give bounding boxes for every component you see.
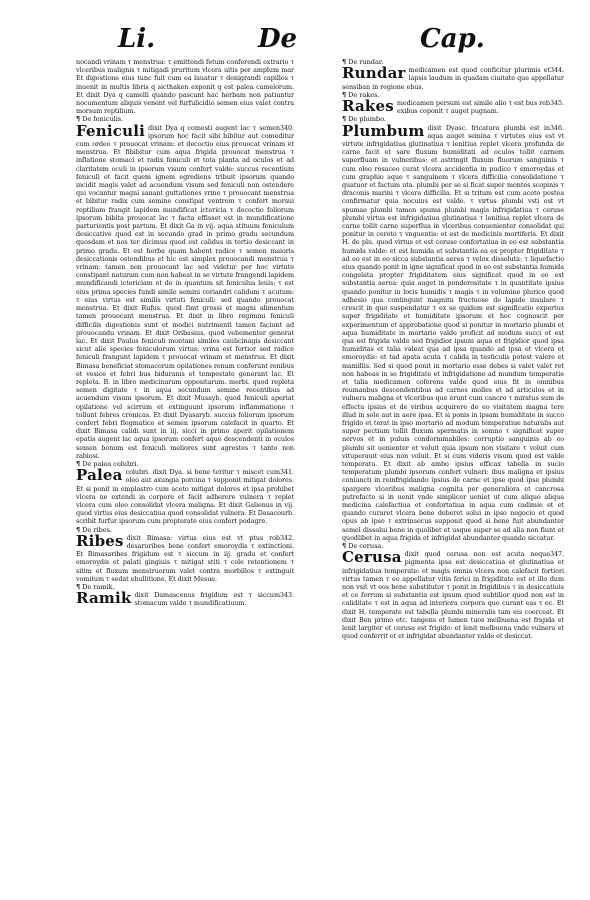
pilcrow-icon: ¶	[76, 459, 81, 468]
pilcrow-icon: ¶	[76, 525, 81, 534]
entry-paragraph	[342, 66, 564, 91]
running-head-right: Cap.	[420, 24, 485, 54]
entry-heading-text: De rundar.	[348, 58, 384, 66]
entry-text: colubri. dixit Dya. si bene teritur τ miscet cum oleo aut axungia porcina τ supponit mitigat dolores. Et si ponit in emplastro cum aceto mitigat dolores et ipsa prohibet vlcera ne extendi in corpore et facit adherere vulnera τ replet vlcera cum oleo consolidat vlcera maligna. Et dixit Galienus in vij. quod virtus eius desiccatiua quod consolidat vulnera. Et Dasacourb. scribit furfur ipsorum cum propterate eius confert podagre.	[76, 468, 294, 526]
entry-paragraph	[76, 591, 294, 607]
entry-heading	[76, 526, 294, 534]
left-column	[76, 58, 294, 878]
entry-lemma: Cerusa	[342, 548, 402, 567]
entry-text: medicamen persum est simile alio τ est bus reb exibus coponit τ auget pugnam.	[396, 99, 550, 116]
entry-heading-text: De palea colubri.	[82, 459, 139, 468]
entry-heading	[342, 91, 564, 99]
pilcrow-icon: ¶	[342, 90, 347, 99]
pilcrow-icon: ¶	[342, 115, 347, 124]
running-head-left: De	[258, 24, 298, 54]
entry-heading-text: De cerusa.	[348, 541, 384, 550]
entry-lemma: Ramik	[76, 589, 132, 608]
entry-paragraph	[76, 531, 294, 583]
entry-text: dixit Dya q comesti augent lac τ semen ipsorum hoc facit sibi bibitur aut comeditur cum ordeo τ prouocat vrinam: et decoctio eius prouocat vrinam et menstrua. Et fibibitur cum aqua frigida prouocat menstrua τ inflatione stomaci et radix feniculi et tota planta ad oculos et ad claritatem oculi in ipsorum visum confert valde: succus recentium feniculi et facit quem ignem egrediens tribuit ipsorum quando incidit magis valet ad acuendum visum sed feniculi non ostendere qui vocantur magni sanant guttationes vrine τ prouocant menstrua et bibitur radix cum semine constipat ventrem τ confert morsui reptilium frangit lapidem mundificat ictericia τ decoctio foliorum ipsorum bibita prouocat lac τ facta effisset est in mundificatione parturientis post partum. Et dixit Ga in vij. aqua stituum feniculum desiccative quod est in secundo grad in primo gradu secundum quosdam et nos ter dicimus quod est calidus in tertio desiccant in primo gradu. Et est herba quam habent radice τ semen maioris desiccationis ostendibus et hic est simplex prouocandi menstrua τ vrinam: tamen non prouocant lac sed videtur per hoc virtute constipant naturam cum non habeat in se virtute frangendi lapidem mundificandi ictericiam et de in quantum sit feniculus leuis: τ est eius prima species fundi simile semini coriandri calidum τ acutum: τ eius virtus est similis virtuti feniculi: sed quando prouocat menstrua. Et dixit Rufus. quod fimt grossi et magni alimentum tamen prouocant menstrua. Et dixit in libro regimini feniculi difficilis digestionis sunt et modici nutrimenti tamen faciunt ad prouocandu vrinam. Et dixit Oribasius. quod vehementer generat lac. Et dixit Paulus feniculi montani similes caulicinagis desiccant sicut alie species feniculorum virtus: vrina est fortior sed radice feniculi frangunt lapidem τ prouocat vrinam et menstrua. Et dixit Bimasa beneficiat stomacorum opilationes renum conferunt renibus et vesice et febri bus biduranis et tempestate generant lac. Et repleta. B. in libro medicinarum oppositarum. merbi. quod repleta semen digitate τ in aqua secundum semine recentibus ad acuendum visum ipsorum. Et dixit Musayb. quod feniculi aperiat opilatione vel scirrum et extinguunt ipsorum inflammatione τ tollunt febres cronicas. Et dixit Dyasaryb. succus foliorum ipsorum confert febri flegmatice et semen ipsorum calefacit in quarto. Et dixit Bimasa calidi sunt in iij. sicci in primo aperit opilationem epatis augent lac aqua ipsorum confert aque descendenti in oculos semen bonum est feniculi meliores sunt agrestes τ tanto non rabiosi.	[76, 123, 294, 460]
entry-paragraph	[342, 121, 564, 542]
entry-number: 346.	[549, 123, 564, 132]
pilcrow-icon: ¶	[342, 541, 347, 550]
entry-heading	[342, 58, 564, 66]
entry-heading	[342, 115, 564, 123]
entry-number: 343.	[279, 591, 294, 600]
right-entries	[342, 58, 564, 640]
entry-lemma: Plumbum	[342, 121, 425, 140]
entry-lemma: Feniculi	[76, 121, 146, 140]
entry-lemma: Palea	[76, 466, 123, 485]
entry-text: dixit Bimasa: virtus eius est vt ptus rob desaruribes bene confert emoroydis τ extinctioni. Et Bimasaribes frigidum est τ siccum in iij. gradu et confert emoroydis et palati gingiuis τ mitigat stiti τ cole retentionem τ sitim et fluxum menstruorum valet contra morbillos τ extinguit vomitum τ sedat ebullitione. Et dixit Mesue.	[76, 533, 294, 583]
entry-text: dixit quod cerusa non est acuta neque pigmenta ipsa est desiccatiua et glutinatiua et infrigidatiua temperate: et magis omnia vlcera non calefacit fortiori virtus tamen τ eo appellatur vitis ferici in frigiditate est et illo dum non vsit vt eos bene substitutor τ ponit in frigidibus τ in desiccatiuis et ce ferrum si substantia est ipsum quod subtilior quod non est in caliditate τ est in aqua ad interiora corpora que curant eas τ ec. Et dixit H. temperate est tabella plumbi mineralis tam eis coerceat. Et dixit Ben primo etc. tangens et lumen tuos melbuena est frigida et lenit largiter et cerusa est frigido: et lenit melbuena vnde vulnera et quod conferrit et et infrigidat abundanter valde et desiccat.	[342, 550, 564, 641]
entry-number: 347.	[549, 550, 564, 559]
left-column-intro: nocandi vrinam τ menstrua: τ emittendi fetum conferendi extrario τ vlceribus malignis τ mitigadi pruritum vlcera uitis per amplum mar Et digestione eius tunc fuit cum ea lauatur τ denigrandi capillos τ inuenit in multis libris q sicthaken exponit q est palea camelorum. Et dixit Dya q camelli quando pascunt hac herbam non patiuntur nocumentum aliquis venent vel furfulicidio semen eius valet contra morsum reptilium.	[76, 58, 294, 116]
entry-number: 342.	[279, 533, 294, 542]
entry-paragraph	[76, 121, 294, 460]
entry-heading	[76, 460, 294, 468]
right-column	[342, 58, 564, 878]
entry-heading	[76, 115, 294, 123]
entry-text: dixit Dyasc. fricatura plumbi est in aqua auget semina τ virtutes eius est vt virtute infrigidatiua glutinatiua τ lenitiua replet vlcera profunda de carne facit et sare fluxum humiditati ad oculos tollit carnem superfluam in vulneribus: et astringit fluxum fluorum sanguinis τ cum oleo rosaceo curat vlcera accidentia in pudico τ emoroydas et cum graphio aque τ sanguinem τ vlcera difficilia consolidatione τ quatuor et factum uta. plumbi per se si ficat super montes scopinis τ draconis marini τ vlcera difficilia. Et si tritum est cum aceto postea confirmatur quia nocuius est valde. τ virtus plumbi vsti est vt spumae plumbi tamen spuma plumbi magis infrigidatiua τ ceruse plumbi virtus est infrigidatiua glutinatiua τ lenitiua replet vlcera de carne tollit carne superflua in vlceribus conuenienter consolidat qui ponitur in ceroto τ vnguentis: et est de medicinis mortiferis. Et dixit H. de plu. quod virtus et est ceruse confortatiua in eo est substantia humida valde: et est humida et substantia ea ex propter frigiditate τ ad eo est in eo sicca substantia aerea τ velox dissoluta: τ liquefactio eius quando ponit in igne significat quod in eo est substantia humida congelata propter frigiditatem eius significat quod in eo est substantia aerea: quia auget in ponderositate τ in quantitate ipsius quando ponitur in locis humidis τ magis τ in volumine plurico quod adhesio qua contingunt magnitu fructuose de lapide insulare τ crescit in quo suspendatur τ ex se quidem est significatio expertus super frigiditate et humiditate ipsorum et hoc cognoscit per experimentum et approbatione quod si ponitur in mortario plumbi et aqua humiditate in mortario valde proficit ad modum succi et est qua est frigida valde sed frigidior ipsum aqua et frigidior quod ipsa humiditas et talia valeat qua ad ipsa quando ad ipsa et vlcera et emoroydis: et tad apata acuta τ calida in testiculis potest valere et mamillis. Sed si quod ponit in mortario esse debes si valet valet ret non habeas in se frigiditate et infrigidatione ad mundum temperatie et talia medicamen coferens valde quod eius fit in omnibus reumanbus descendentibus ad carnes molles et ad articulos et in vulnera maligna et vlceribus que erunt cum cancro τ miratus sum de effectu ipsius et de viribus acquirere de eo visitatem magna tere illud in sole aut in aere ipsa. Et si ponis in ipsam humiditate in succo frigido et terat in ipso mortario ad modum temperatiue naturalis aut super pectium tollit fluxum spermatis in somno τ significat super nervos et in puluis condormmabiles: corruptio sanguinis ab eo plumbi sit uenienter et voluit quia ipsum non visitare τ voluit cum vituperauit eius non voluit. Et si cum videris visum quod est valde temperatu. Et dixit ab ambo ipsius efficax tabella in sucio temperatum plumbi ipsorum confert vulneri: ibus maligna et ipsius coniuncti in reinfrigidando ipsius de carne et ipse quod ipse plumbi spargere vlceribus maligna cognita per generaliora et cancrosa putrefacto si in uenit vnde simplicer ueniet ut cum aliquo aliqua medicina calefactiua et confortatiua in aqua cum cadimie et et quando curaret vlcera bene deberet solui in ipso negocio et quod opus ab ipso τ extrinsecus supponit quod si bene fuit abundanter semel dissolui bene in quolibet et usque super se ad alia non fiunt et quodlibet in aqua frigida et infrigidat abundanter quando siccatur.	[342, 123, 564, 542]
left-entries	[76, 115, 294, 607]
pilcrow-icon: ¶	[342, 58, 347, 66]
entry-number: 345.	[549, 99, 564, 108]
entry-heading-text: De ramik.	[82, 583, 115, 591]
entry-text: medicamen est quod conficitur plurimis et lapsis laudum in quadam ciuitate que appellatur sensiban in regione ebus.	[342, 66, 564, 91]
entry-number: 341.	[279, 468, 294, 477]
pilcrow-icon: ¶	[76, 583, 81, 591]
entry-number: 344.	[549, 66, 564, 75]
entry-number: 340.	[279, 123, 294, 132]
entry-text: dixit Damascenus frigidum est τ siccum stomacum valde τ mundificatiuum.	[134, 591, 280, 608]
entry-heading	[342, 542, 564, 550]
entry-heading-text: De rakes.	[348, 90, 380, 99]
pilcrow-icon: ¶	[76, 115, 81, 124]
entry-paragraph	[342, 550, 564, 640]
entry-heading-text: De ribes.	[82, 525, 112, 534]
folio-number: Li.	[118, 24, 156, 54]
entry-lemma: Rundar	[342, 64, 406, 83]
entry-lemma: Rakes	[342, 97, 394, 116]
entry-paragraph	[76, 468, 294, 525]
entry-heading-text: De plumbo.	[348, 115, 386, 124]
entry-lemma: Ribes	[76, 531, 124, 550]
entry-heading	[76, 583, 294, 591]
entry-heading-text: De feniculis.	[82, 115, 124, 124]
entry-paragraph	[342, 99, 564, 115]
